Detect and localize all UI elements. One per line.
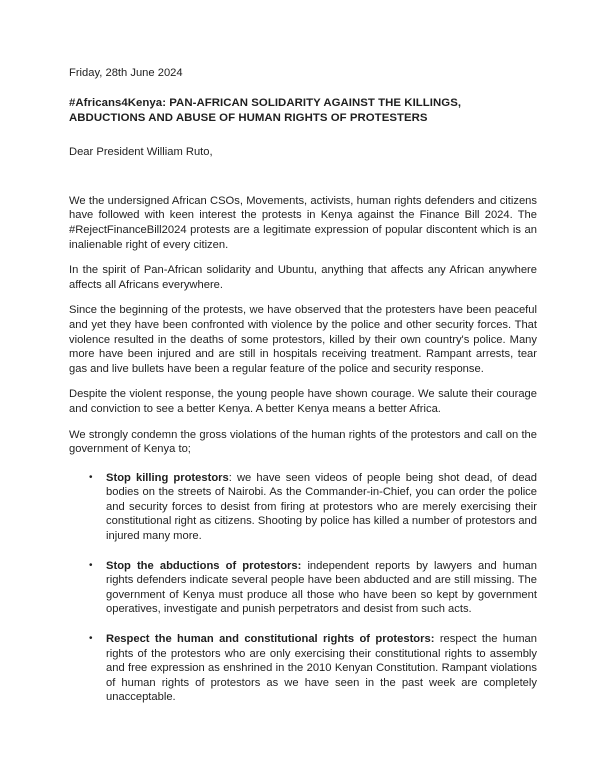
demands-list: [69, 471, 537, 705]
paragraph-courage: Despite the violent response, the young people have shown courage. We salute their courage and conviction to see a better Kenya. A better Kenya means a better Africa.: [69, 388, 537, 415]
demand-item: [69, 632, 537, 705]
demand-lead: Respect the human and constitutional rights of protestors:: [106, 633, 435, 646]
paragraph-observations: Since the beginning of the protests, we have observed that the protesters have been peaceful and yet they have been confronted with violence by the police and other security forces. That violence resulted in the deaths of some protestors, killed by their own country's police. Many more have been injured and are still in hospitals receiving treatment. Rampant arrests, tear gas and live bullets have been a regular feature of the police and security response.: [69, 304, 537, 375]
letter-title: #Africans4Kenya: PAN-AFRICAN SOLIDARITY AGAINST THE KILLINGS, ABDUCTIONS AND ABUSE OF HUMAN RIGHTS OF PROTESTERS: [69, 97, 462, 124]
letter-page: [69, 66, 537, 720]
paragraph-solidarity: In the spirit of Pan-African solidarity and Ubuntu, anything that affects any African anywhere affects all Africans everywhere.: [69, 264, 537, 291]
demand-lead: Stop the abductions of protestors:: [106, 559, 302, 572]
letter-date: Friday, 28th June 2024: [69, 67, 183, 79]
bullet-icon: •: [89, 559, 93, 571]
paragraph-condemnation: We strongly condemn the gross violations of the human rights of the protestors and call on the government of Kenya to;: [69, 428, 537, 456]
demand-lead: Stop killing protestors: [106, 471, 229, 484]
salutation: Dear President William Ruto,: [69, 146, 213, 159]
paragraph-intro: We the undersigned African CSOs, Movements, activists, human rights defenders and citizens have followed with keen interest the protests in Kenya against the Finance Bill 2024. The #RejectFinanceBill2024 protests are a legitimate expression of popular discontent which is an inalienable right of every citizen.: [69, 194, 537, 251]
demand-item: [69, 471, 537, 544]
demand-item: [69, 559, 537, 617]
demand-text: independent reports by lawyers and human rights defenders indicate several people have been abducted and are still missing. The government of Kenya must produce all those who have been so kept by government operatives, investigate and punish perpetrators and desist from such acts.: [106, 559, 537, 616]
demand-text: : we have seen videos of people being shot dead, of dead bodies on the streets of Nairobi. As the Commander-in-Chief, you can order the police and security forces to desist from firing at protestors who are merely exercising their constitutional right as citizens. Shooting by police has killed a number of protestors and injured many more.: [106, 471, 537, 543]
demand-text: respect the human rights of the protestors who are only exercising their constitutional rights to assembly and free expression as enshrined in the 2010 Kenyan Constitution. Rampant violations of human rights of protestors as we have seen in the past week are completely unacceptable.: [106, 633, 537, 704]
bullet-icon: •: [89, 633, 93, 645]
bullet-icon: •: [89, 471, 93, 483]
